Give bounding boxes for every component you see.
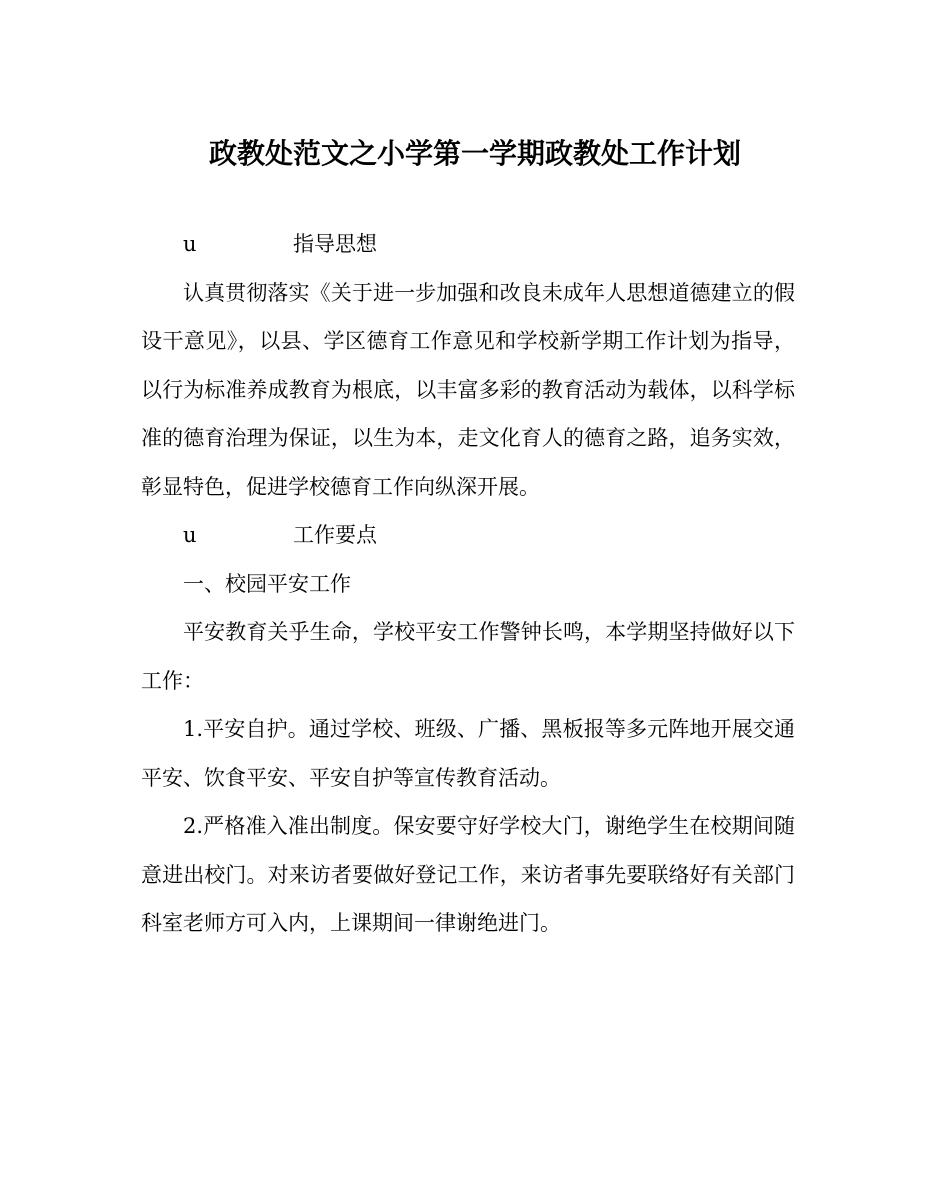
subsection-heading-safety: 一、校园平安工作: [183, 571, 351, 596]
bullet-marker: u: [183, 232, 197, 256]
section-heading-keypoints: [141, 511, 795, 560]
paragraph-safety-item-2: 2.严格准入准出制度。保安要守好学校大门，谢绝学生在校期间随意进出校门。对来访者要做好登记工作，来访者事先要联络好有关部门科室老师方可入内，上课期间一律谢绝进门。: [141, 814, 795, 935]
paragraph-safety-item-1: 1.平安自护。通过学校、班级、广播、黑板报等多元阵地开展交通平安、饮食平安、平安自护等宣传教育活动。: [141, 717, 795, 790]
section-heading-guiding: [141, 220, 795, 269]
section-heading-text: 工作要点: [293, 523, 377, 547]
section-heading-text: 指导思想: [293, 232, 377, 256]
paragraph-safety-intro: 平安教育关乎生命，学校平安工作警钟长鸣，本学期坚持做好以下工作：: [141, 620, 795, 693]
bullet-marker: u: [183, 523, 197, 547]
document-title: 政教处范文之小学第一学期政教处工作计划: [208, 137, 741, 170]
paragraph-guiding: 认真贯彻落实《关于进一步加强和改良未成年人思想道德建立的假设干意见》，以县、学区德育工作意见和学校新学期工作计划为指导，以行为标准养成教育为根底，以丰富多彩的教育活动为载体，以科学标准的德育治理为保证，以生为本，走文化育人的德育之路，追务实效，彰显特色，促进学校德育工作向纵深开展。: [141, 280, 795, 499]
document-body: [141, 220, 795, 948]
